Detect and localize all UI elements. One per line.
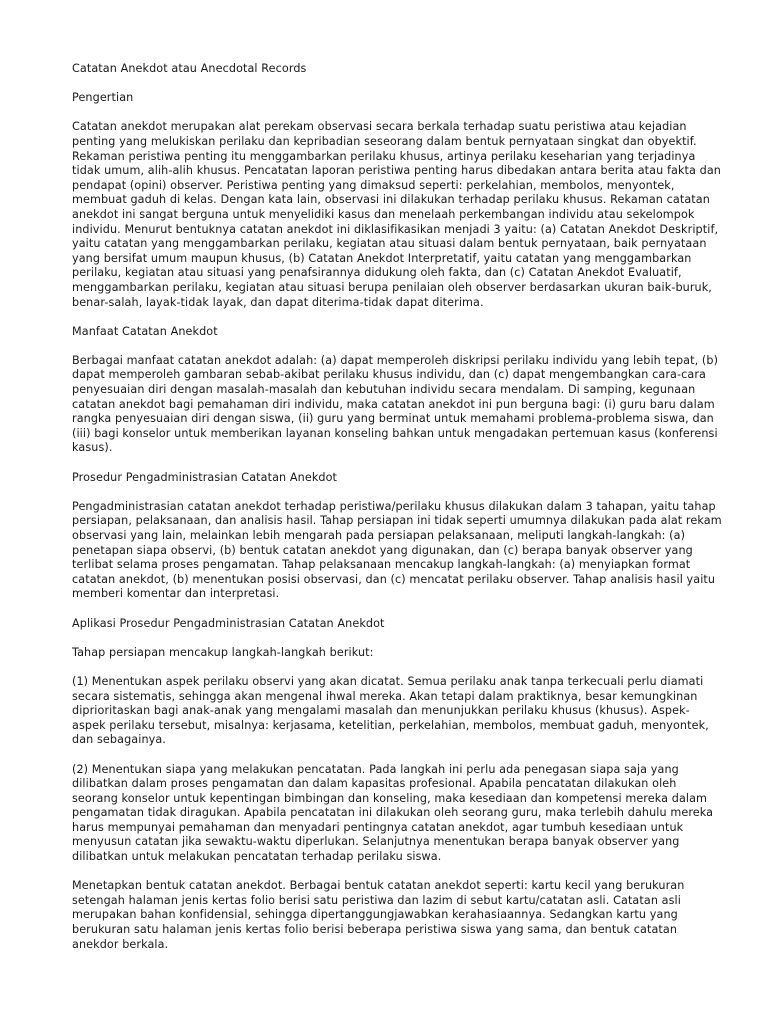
paragraph-prosedur: Pengadministrasian catatan anekdot terhadap peristiwa/perilaku khusus dilakukan dalam 3 tahapan, yaitu tahap persiapan, pelaksanaan, dan analisis hasil. Tahap persiapan ini tidak seperti umumnya dilakukan pada alat rekam observasi yang lain, melainkan lebih mengarah pada persiapan pelaksanaan, meliputi langkah-langkah: (a) penetapan siapa observi, (b) bentuk catatan anekdot yang digunakan, dan (c) berapa banyak observer yang terlibat selama proses pengamatan. Tahap pelaksanaan mencakup langkah-langkah: (a) menyiapkan format catatan anekdot, (b) menentukan posisi observasi, dan (c) mencatat perilaku observer. Tahap analisis hasil yaitu memberi komentar dan interpretasi. <box>72 499 722 601</box>
section-heading-prosedur: Prosedur Pengadministrasian Catatan Anekdot <box>72 470 338 484</box>
section-heading-tahap-persiapan: Tahap persiapan mencakup langkah-langkah berikut: <box>72 645 374 659</box>
section-heading-manfaat: Manfaat Catatan Anekdot <box>72 324 218 338</box>
paragraph-step-1: (1) Menentukan aspek perilaku observi yang akan dicatat. Semua perilaku anak tanpa terkecuali perlu diamati secara sistematis, sehingga akan mengenal ihwal mereka. Akan tetapi dalam praktiknya, besar kemungkinan diprioritaskan bagi anak-anak yang mengalami masalah dan menunjukkan perilaku khusus (khusus). Aspek-aspek perilaku tersebut, misalnya: kerjasama, ketelitian, perkelahian, membolos, membuat gaduh, menyontek, dan sebagainya. <box>72 674 709 747</box>
paragraph-pengertian: Catatan anekdot merupakan alat perekam observasi secara berkala terhadap suatu peristiwa atau kejadian penting yang melukiskan perilaku dan kepribadian seseorang dalam bentuk pernyataan singkat dan obyektif. Rekaman peristiwa penting itu menggambarkan perilaku khusus, artinya perilaku keseharian yang terjadinya tidak umum, alih-alih khusus. Pencatatan laporan peristiwa penting harus dibedakan antara berita atau fakta dan pendapat (opini) observer. Peristiwa penting yang dimaksud seperti: perkelahian, membolos, menyontek, membuat gaduh di kelas. Dengan kata lain, observasi ini dilakukan terhadap perilaku khusus. Rekaman catatan anekdot ini sangat berguna untuk menyelidiki kasus dan menelaah perkembangan individu atau sekelompok individu. Menurut bentuknya catatan anekdot ini diklasifikasikan menjadi 3 yaitu: (a) Catatan Anekdot Deskriptif, yaitu catatan yang menggambarkan perilaku, kegiatan atau situasi dalam bentuk pernyataan, baik pernyataan yang bersifat umum maupun khusus, (b) Catatan Anekdot Interpretatif, yaitu catatan yang menggambarkan perilaku, kegiatan atau situasi yang penafsirannya didukung oleh fakta, dan (c) Catatan Anekdot Evaluatif, menggambarkan perilaku, kegiatan atau situasi berupa penilaian oleh observer berdasarkan ukuran baik-buruk, benar-salah, layak-tidak layak, dan dapat diterima-tidak dapat diterima. <box>72 120 721 309</box>
paragraph-step-2: (2) Menentukan siapa yang melakukan pencatatan. Pada langkah ini perlu ada penegasan siapa saja yang dilibatkan dalam proses pengamatan dan dalam kapasitas profesional. Apabila pencatatan dilakukan oleh seorang konselor untuk kepentingan bimbingan dan konseling, maka kesediaan dan kompetensi mereka dalam pengamatan tidak diragukan. Apabila pencatatan ini dilakukan oleh seorang guru, maka terlebih dahulu mereka harus mempunyai pemahaman dan menyadari pentingnya catatan anekdot, agar tumbuh kesediaan untuk menyusun catatan jika sewaktu-waktu diperlukan. Selanjutnya menentukan berapa banyak observer yang dilibatkan untuk melakukan pencatatan terhadap perilaku siswa. <box>72 762 714 864</box>
section-heading-aplikasi: Aplikasi Prosedur Pengadministrasian Catatan Anekdot <box>72 616 385 630</box>
paragraph-manfaat: Berbagai manfaat catatan anekdot adalah: (a) dapat memperoleh diskripsi perilaku individu yang lebih tepat, (b) dapat memperoleh gambaran sebab-akibat perilaku khusus individu, dan (c) dapat mengembangkan cara-cara penyesuaian diri dengan masalah-masalah dan kebutuhan individu secara mendalam. Di samping, kegunaan catatan anekdot bagi pemahaman diri individu, maka catatan anekdot ini pun berguna bagi: (i) guru baru dalam rangka penyesuaian diri dengan siswa, (ii) guru yang berminat untuk memahami problema-problema siswa, dan (iii) bagi konselor untuk memberikan layanan konseling bahkan untuk mengadakan pertemuan kasus (konferensi kasus). <box>72 353 719 455</box>
document-title: Catatan Anekdot atau Anecdotal Records <box>72 62 307 75</box>
section-heading-pengertian: Pengertian <box>72 91 134 105</box>
paragraph-bentuk-catatan: Menetapkan bentuk catatan anekdot. Berbagai bentuk catatan anekdot seperti: kartu kecil yang berukuran setengah halaman jenis kertas folio berisi satu peristiwa dan lazim di sebut kartu/catatan asli. Catatan asli merupakan bahan konfidensial, sehingga dipertanggungjawabkan kerahasiaannya. Sedangkan kartu yang berukuran satu halaman jenis kertas folio berisi beberapa peristiwa siswa yang sama, dan bentuk catatan anekdor berkala. <box>72 879 685 951</box>
